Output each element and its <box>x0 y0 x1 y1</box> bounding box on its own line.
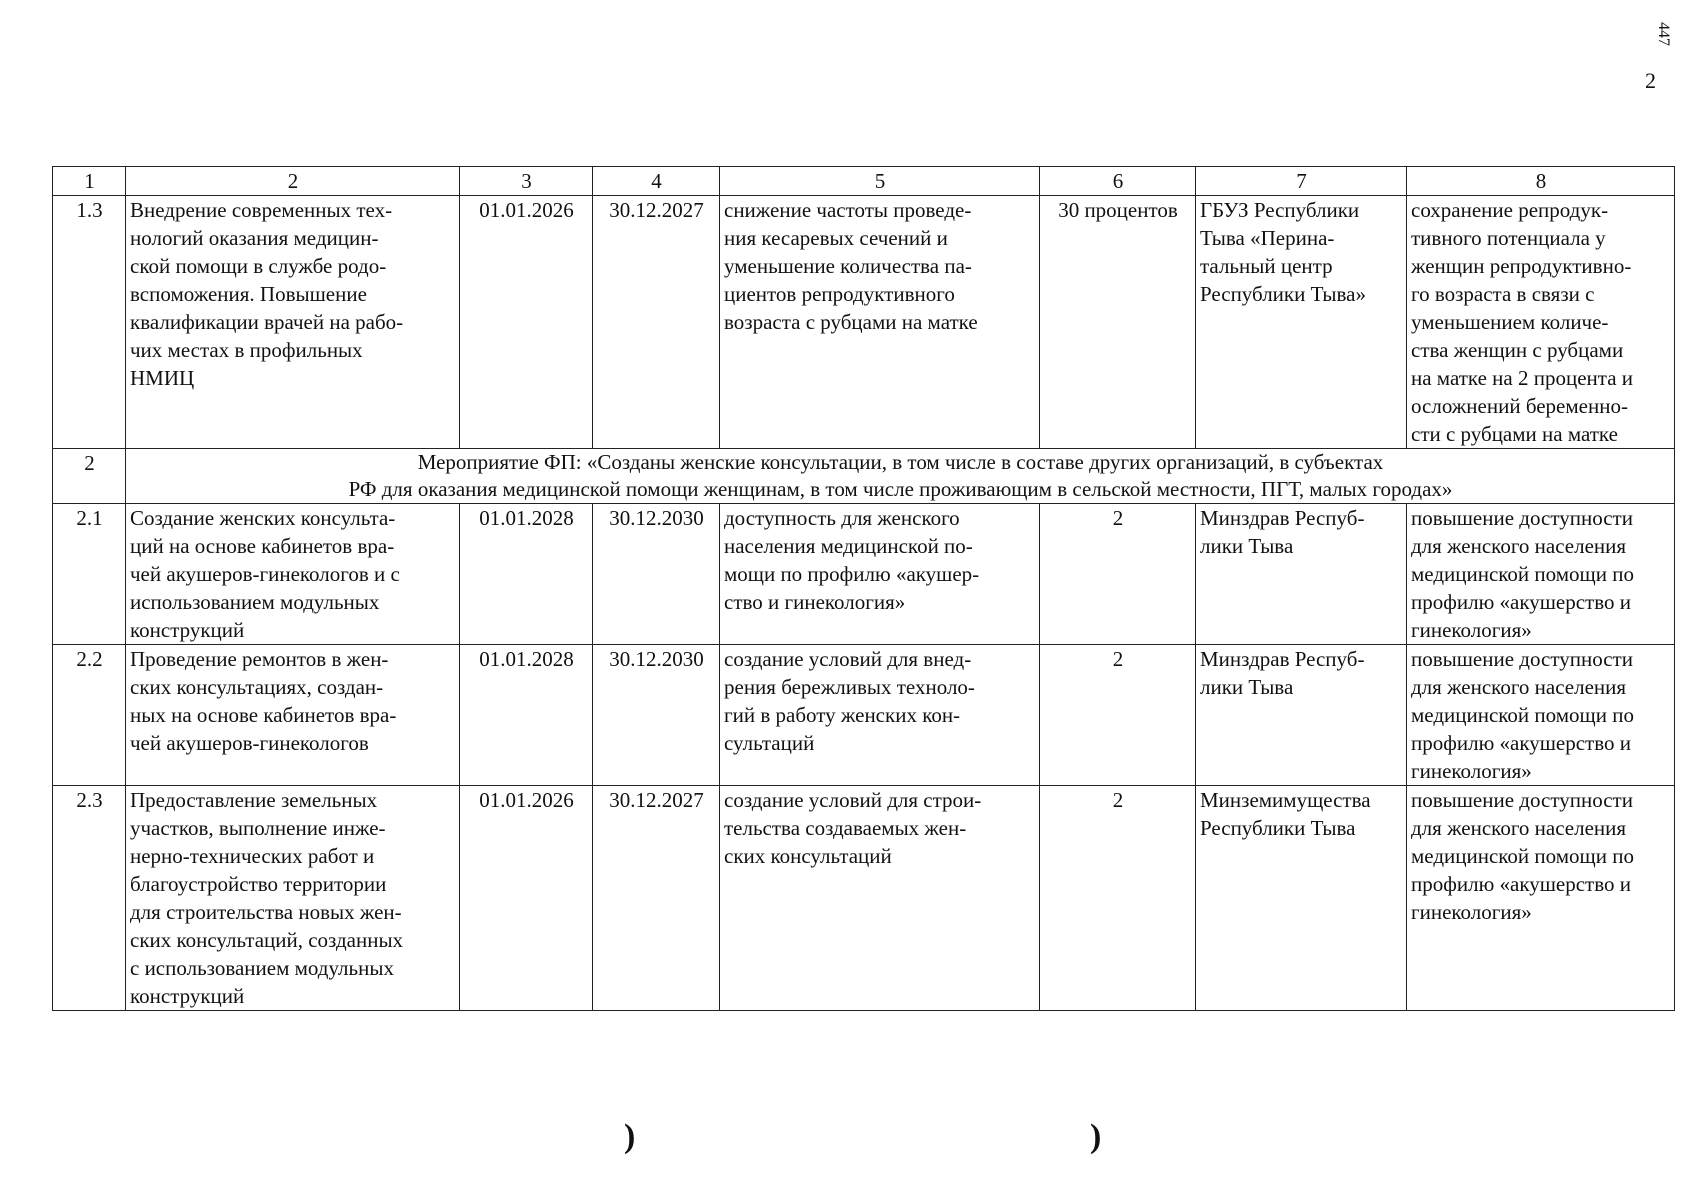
activity-name: Создание женских консульта- ций на основе кабинетов вра- чей акушеров-гинекологов и с использованием модульных конструкций <box>126 504 460 645</box>
row-number: 2.3 <box>53 786 126 1011</box>
header-col-2: 2 <box>126 167 460 196</box>
indicator: создание условий для строи- тельства создаваемых жен- ских консультаций <box>720 786 1040 1011</box>
row-number: 1.3 <box>53 196 126 449</box>
row-number: 2.2 <box>53 645 126 786</box>
responsible: Минземимущества Республики Тыва <box>1196 786 1407 1011</box>
pen-mark-left: ) <box>624 1118 636 1155</box>
activity-name: Внедрение современных тех- нологий оказания медицин- ской помощи в службе родо- вспоможения. Повышение квалификации врачей на рабо- чих местах в профильных НМИЦ <box>126 196 460 449</box>
pen-mark-right: ) <box>1090 1118 1102 1155</box>
end-date: 30.12.2030 <box>593 504 720 645</box>
responsible: ГБУЗ Республики Тыва «Перина- тальный центр Республики Тыва» <box>1196 196 1407 449</box>
header-col-5: 5 <box>720 167 1040 196</box>
table-row <box>53 786 1675 1011</box>
indicator-value: 2 <box>1040 786 1196 1011</box>
expected-result: повышение доступности для женского населения медицинской помощи по профилю «акушерство и гинекология» <box>1407 786 1675 1011</box>
indicator-value: 2 <box>1040 504 1196 645</box>
responsible: Минздрав Респуб- лики Тыва <box>1196 645 1407 786</box>
header-col-1: 1 <box>53 167 126 196</box>
indicator: доступность для женского населения медицинской по- мощи по профилю «акушер- ство и гинекология» <box>720 504 1040 645</box>
indicator-value: 30 процентов <box>1040 196 1196 449</box>
start-date: 01.01.2026 <box>460 786 593 1011</box>
end-date: 30.12.2027 <box>593 786 720 1011</box>
section-number: 2 <box>53 449 126 504</box>
responsible: Минздрав Респуб- лики Тыва <box>1196 504 1407 645</box>
header-col-7: 7 <box>1196 167 1407 196</box>
header-col-8: 8 <box>1407 167 1675 196</box>
expected-result: сохранение репродук- тивного потенциала у женщин репродуктивно- го возраста в связи с уменьшением количе- ства женщин с рубцами на матке на 2 процента и осложнений беременно- сти с рубцами на матке <box>1407 196 1675 449</box>
indicator: снижение частоты проведе- ния кесаревых сечений и уменьшение количества па- циентов репродуктивного возраста с рубцами на матке <box>720 196 1040 449</box>
expected-result: повышение доступности для женского населения медицинской помощи по профилю «акушерство и гинекология» <box>1407 645 1675 786</box>
page-number: 2 <box>1645 68 1656 93</box>
activity-name: Проведение ремонтов в жен- ских консультациях, создан- ных на основе кабинетов вра- чей акушеров-гинекологов <box>126 645 460 786</box>
section-row <box>53 449 1675 504</box>
header-col-4: 4 <box>593 167 720 196</box>
table-row <box>53 196 1675 449</box>
activities-table <box>52 166 1675 1011</box>
indicator: создание условий для внед- рения бережливых техноло- гий в работу женских кон- сультаций <box>720 645 1040 786</box>
expected-result: повышение доступности для женского населения медицинской помощи по профилю «акушерство и гинекология» <box>1407 504 1675 645</box>
start-date: 01.01.2028 <box>460 504 593 645</box>
table-row <box>53 645 1675 786</box>
header-col-6: 6 <box>1040 167 1196 196</box>
margin-handwritten-mark: 447 <box>1655 22 1672 46</box>
start-date: 01.01.2028 <box>460 645 593 786</box>
end-date: 30.12.2030 <box>593 645 720 786</box>
end-date: 30.12.2027 <box>593 196 720 449</box>
header-row <box>53 167 1675 196</box>
indicator-value: 2 <box>1040 645 1196 786</box>
table-row <box>53 504 1675 645</box>
header-col-3: 3 <box>460 167 593 196</box>
section-title: Мероприятие ФП: «Созданы женские консультации, в том числе в составе других организаций, в субъектах РФ для оказания медицинской помощи женщинам, в том числе проживающим в сельской местности, ПГТ, малых городах» <box>126 449 1675 504</box>
start-date: 01.01.2026 <box>460 196 593 449</box>
activity-name: Предоставление земельных участков, выполнение инже- нерно-технических работ и благоустройство территории для строительства новых жен- ских консультаций, созданных с использованием модульных конструкций <box>126 786 460 1011</box>
row-number: 2.1 <box>53 504 126 645</box>
